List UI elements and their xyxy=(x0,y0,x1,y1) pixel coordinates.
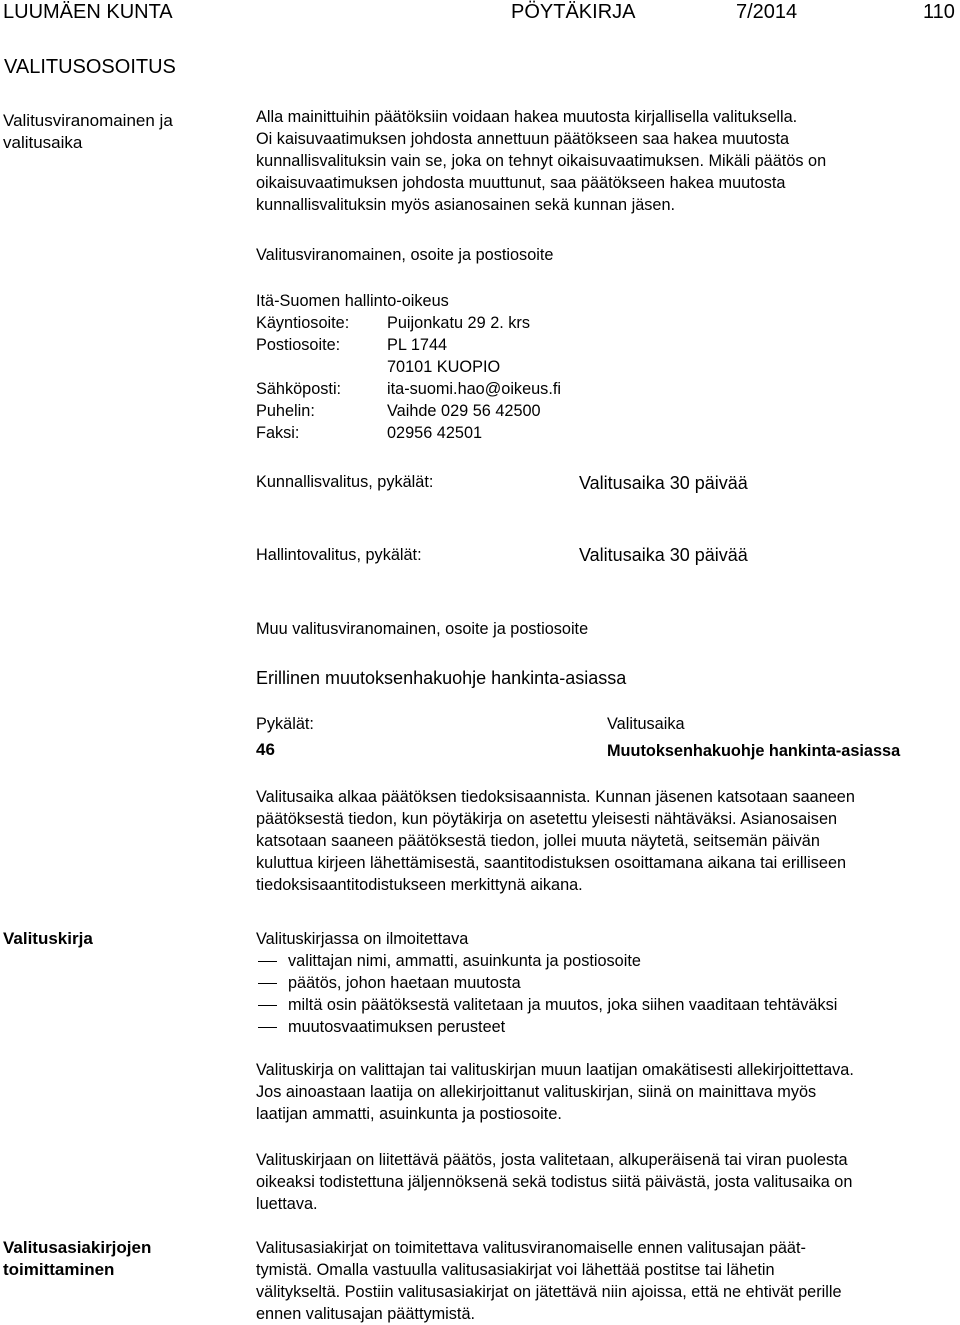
list-dash xyxy=(258,1027,277,1028)
paragraph-line: kunnallisvalituksin vain se, joka on tehnyt oikaisuvaatimuksen. Mikäli päätös on xyxy=(256,152,827,170)
contact-value: 02956 42501 xyxy=(387,424,483,442)
appeal-period-paragraph xyxy=(256,786,960,896)
document-type: PÖYTÄKIRJA xyxy=(511,1,636,23)
contact-value: 70101 KUOPIO xyxy=(387,358,501,376)
contact-label: Puhelin: xyxy=(256,402,315,420)
paragraph-line: Oi kaisuvaatimuksen johdosta annettuun päätökseen saa hakea muutosta xyxy=(256,130,790,148)
paragraph-line: Valitusasiakirjat on toimitettava valitusviranomaiselle ennen valitusajan päät- xyxy=(256,1239,806,1257)
authority-name: Itä-Suomen hallinto-oikeus xyxy=(256,292,449,310)
appeal-type-label: Kunnallisvalitus, pykälät: xyxy=(256,473,434,491)
contact-value: Vaihde 029 56 42500 xyxy=(387,402,541,420)
signature-paragraph xyxy=(256,1059,960,1125)
appeal-type-label: Hallintovalitus, pykälät: xyxy=(256,546,422,564)
authority-heading: Valitusviranomainen, osoite ja postiosoite xyxy=(256,246,554,264)
paragraph-line: välitykseltä. Postiin valitusasiakirjat on jätettävä niin ajoissa, että ne ehtivät perille xyxy=(256,1283,842,1301)
table-header-period: Valitusaika xyxy=(607,715,685,733)
contact-value: PL 1744 xyxy=(387,336,448,354)
list-dash xyxy=(258,983,277,984)
contact-label: Sähköposti: xyxy=(256,380,342,398)
contact-label: Postiosoite: xyxy=(256,336,341,354)
paragraph-line: oikeaksi todistettuna jäljennöksenä sekä todistus siitä päivästä, josta valitusaika on xyxy=(256,1173,853,1191)
contact-value: Puijonkatu 29 2. krs xyxy=(387,314,530,332)
paragraph-line: kuluttua kirjeen lähettämisestä, saantitodistuksen osoittamana aikana tai erilliseen xyxy=(256,854,847,872)
side-heading-appeal-authority xyxy=(3,110,173,154)
page-title: VALITUSOSOITUS xyxy=(4,56,176,78)
paragraph-line: Valituskirja on valittajan tai valituskirjan muun laatijan omakätisesti allekirjoittettava. xyxy=(256,1061,854,1079)
list-dash xyxy=(258,1005,277,1006)
paragraph-line: luettava. xyxy=(256,1195,318,1213)
paragraph-line: tymistä. Omalla vastuulla valitusasiakirjat voi lähettää postitse tai lähetin xyxy=(256,1261,775,1279)
list-item: päätös, johon haetaan muutosta xyxy=(288,974,521,992)
page-number: 110 xyxy=(923,1,955,23)
document-number: 7/2014 xyxy=(736,1,798,23)
paragraph-line: laatijan ammatti, asuinkunta ja postiosoite. xyxy=(256,1105,562,1123)
contact-label: Käyntiosoite: xyxy=(256,314,350,332)
paragraph-line: ennen valitusajan päättymistä. xyxy=(256,1305,476,1323)
list-item: miltä osin päätöksestä valitetaan ja muutos, joka siihen vaaditaan tehtäväksi xyxy=(288,996,838,1014)
side-heading-line: Valitusviranomainen ja xyxy=(3,111,173,130)
paragraph-line: Alla mainittuihin päätöksiin voidaan hakea muutosta kirjallisella valituksella. xyxy=(256,108,798,126)
paragraph-line: katsotaan saaneen päätöksestä tiedon, jollei muuta näytetä, seitsemän päivän xyxy=(256,832,820,850)
procurement-heading: Erillinen muutoksenhakuohje hankinta-asiassa xyxy=(256,668,627,688)
contact-label: Faksi: xyxy=(256,424,300,442)
delivery-paragraph xyxy=(256,1237,960,1325)
side-heading-appeal-letter: Valituskirja xyxy=(3,929,93,948)
side-heading-line: Valitusasiakirjojen xyxy=(3,1238,152,1257)
paragraph-line: päätöksestä tiedon, kun pöytäkirja on asetettu yleisesti nähtäväksi. Asianosaisen xyxy=(256,810,838,828)
paragraph-line: tiedoksisaantitodistukseen merkittynä aikana. xyxy=(256,876,583,894)
table-header-sections: Pykälät: xyxy=(256,715,314,733)
paragraph-line: Jos ainoastaan laatija on allekirjoittanut valituskirjan, siinä on mainittava myös xyxy=(256,1083,817,1101)
list-item: valittajan nimi, ammatti, asuinkunta ja postiosoite xyxy=(288,952,641,970)
appeal-period: Valitusaika 30 päivää xyxy=(579,473,748,493)
other-authority-heading: Muu valitusviranomainen, osoite ja postiosoite xyxy=(256,620,589,638)
paragraph-line: Valitusaika alkaa päätöksen tiedoksisaannista. Kunnan jäsenen katsotaan saaneen xyxy=(256,788,855,806)
municipality-name: LUUMÄEN KUNTA xyxy=(3,1,173,23)
paragraph-line: oikaisuvaatimuksen johdosta muuttunut, saa päätökseen hakea muutosta xyxy=(256,174,786,192)
appeal-letter-intro: Valituskirjassa on ilmoitettava xyxy=(256,930,469,948)
side-heading-line: valitusaika xyxy=(3,133,83,152)
attachments-paragraph xyxy=(256,1149,960,1215)
paragraph-line: kunnallisvalituksin myös asianosainen sekä kunnan jäsen. xyxy=(256,196,676,214)
list-item: muutosvaatimuksen perusteet xyxy=(288,1018,506,1036)
table-cell-section: 46 xyxy=(256,740,275,759)
side-heading-document-delivery xyxy=(3,1237,151,1281)
table-cell-instruction: Muutoksenhakuohje hankinta-asiassa xyxy=(607,742,901,760)
paragraph-line: Valituskirjaan on liitettävä päätös, josta valitetaan, alkuperäisenä tai viran puolesta xyxy=(256,1151,848,1169)
side-heading-line: toimittaminen xyxy=(3,1260,115,1279)
intro-paragraph xyxy=(256,106,960,216)
contact-email: ita-suomi.hao@oikeus.fi xyxy=(387,380,561,398)
list-dash xyxy=(258,961,277,962)
appeal-period: Valitusaika 30 päivää xyxy=(579,545,748,565)
